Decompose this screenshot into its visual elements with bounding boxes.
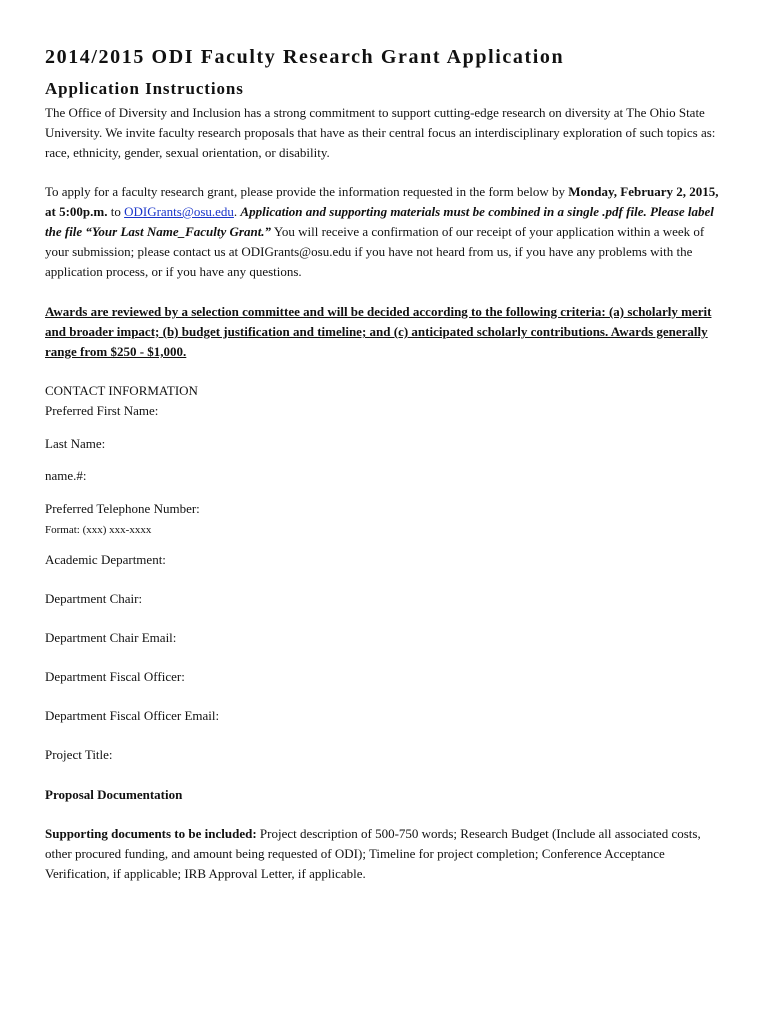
supporting-text: Project description of 500-750 words; Research Budget (Include all associated costs, other procured funding, and amount being requested of ODI); Timeline for project completion; Conference Acceptance Verification, if applicable; IRB Approval Letter, if applicable. bbox=[45, 826, 701, 881]
phone-field[interactable]: Preferred Telephone Number: bbox=[45, 501, 200, 516]
email-link[interactable]: ODIGrants@osu.edu bbox=[124, 204, 234, 219]
page-title: 2014/2015 ODI Faculty Research Grant Application bbox=[45, 46, 565, 68]
document-page bbox=[45, 44, 730, 884]
criteria-paragraph: Awards are reviewed by a selection committee and will be decided according to the following criteria: (a) scholarly merit and broader impact; (b) budget justification and timeline; and (c) anticipated scholarly contributions. Awards generally range from $250 - $1,000. bbox=[45, 304, 712, 359]
name-number-field[interactable]: name.#: bbox=[45, 468, 87, 483]
pdf-instruction: Application and supporting materials must be combined in a single .pdf file. Please label the file “Your Last Name_Faculty Grant.” bbox=[45, 204, 714, 239]
apply-period: . bbox=[233, 204, 241, 219]
deadline-text: Monday, February 2, 2015, at 5:00p.m. bbox=[45, 184, 719, 219]
confirmation-text: You will receive a confirmation of our receipt of your application within a week of your submission; please contact us at ODIGrants@osu.edu if you have not heard from us, if you have any problems with the application process, or if you have any questions. bbox=[45, 224, 705, 279]
fiscal-officer-email-field[interactable]: Department Fiscal Officer Email: bbox=[45, 708, 220, 723]
first-name-field[interactable]: Preferred First Name: bbox=[45, 403, 159, 418]
contact-heading: CONTACT INFORMATION bbox=[45, 383, 198, 398]
apply-lead: To apply for a faculty research grant, please provide the information requested in the form below by bbox=[45, 184, 569, 199]
chair-field[interactable]: Department Chair: bbox=[45, 591, 143, 606]
fiscal-officer-field[interactable]: Department Fiscal Officer: bbox=[45, 669, 185, 684]
apply-paragraph bbox=[45, 182, 730, 282]
proposal-heading: Proposal Documentation bbox=[45, 787, 183, 802]
supporting-paragraph bbox=[45, 824, 730, 884]
chair-email-field[interactable]: Department Chair Email: bbox=[45, 630, 177, 645]
apply-to: to bbox=[107, 204, 125, 219]
section-subtitle: Application Instructions bbox=[45, 79, 244, 98]
phone-format-hint: Format: (xxx) xxx-xxxx bbox=[45, 524, 152, 536]
department-field[interactable]: Academic Department: bbox=[45, 552, 166, 567]
supporting-label: Supporting documents to be included: bbox=[45, 826, 257, 841]
intro-paragraph: The Office of Diversity and Inclusion has a strong commitment to support cutting-edge research on diversity at The Ohio State University. We invite faculty research proposals that have as their central focus an interdisciplinary exploration of such topics as: race, ethnicity, gender, sexual orientation, or disability. bbox=[45, 105, 716, 160]
project-title-field[interactable]: Project Title: bbox=[45, 747, 113, 762]
last-name-field[interactable]: Last Name: bbox=[45, 436, 106, 451]
